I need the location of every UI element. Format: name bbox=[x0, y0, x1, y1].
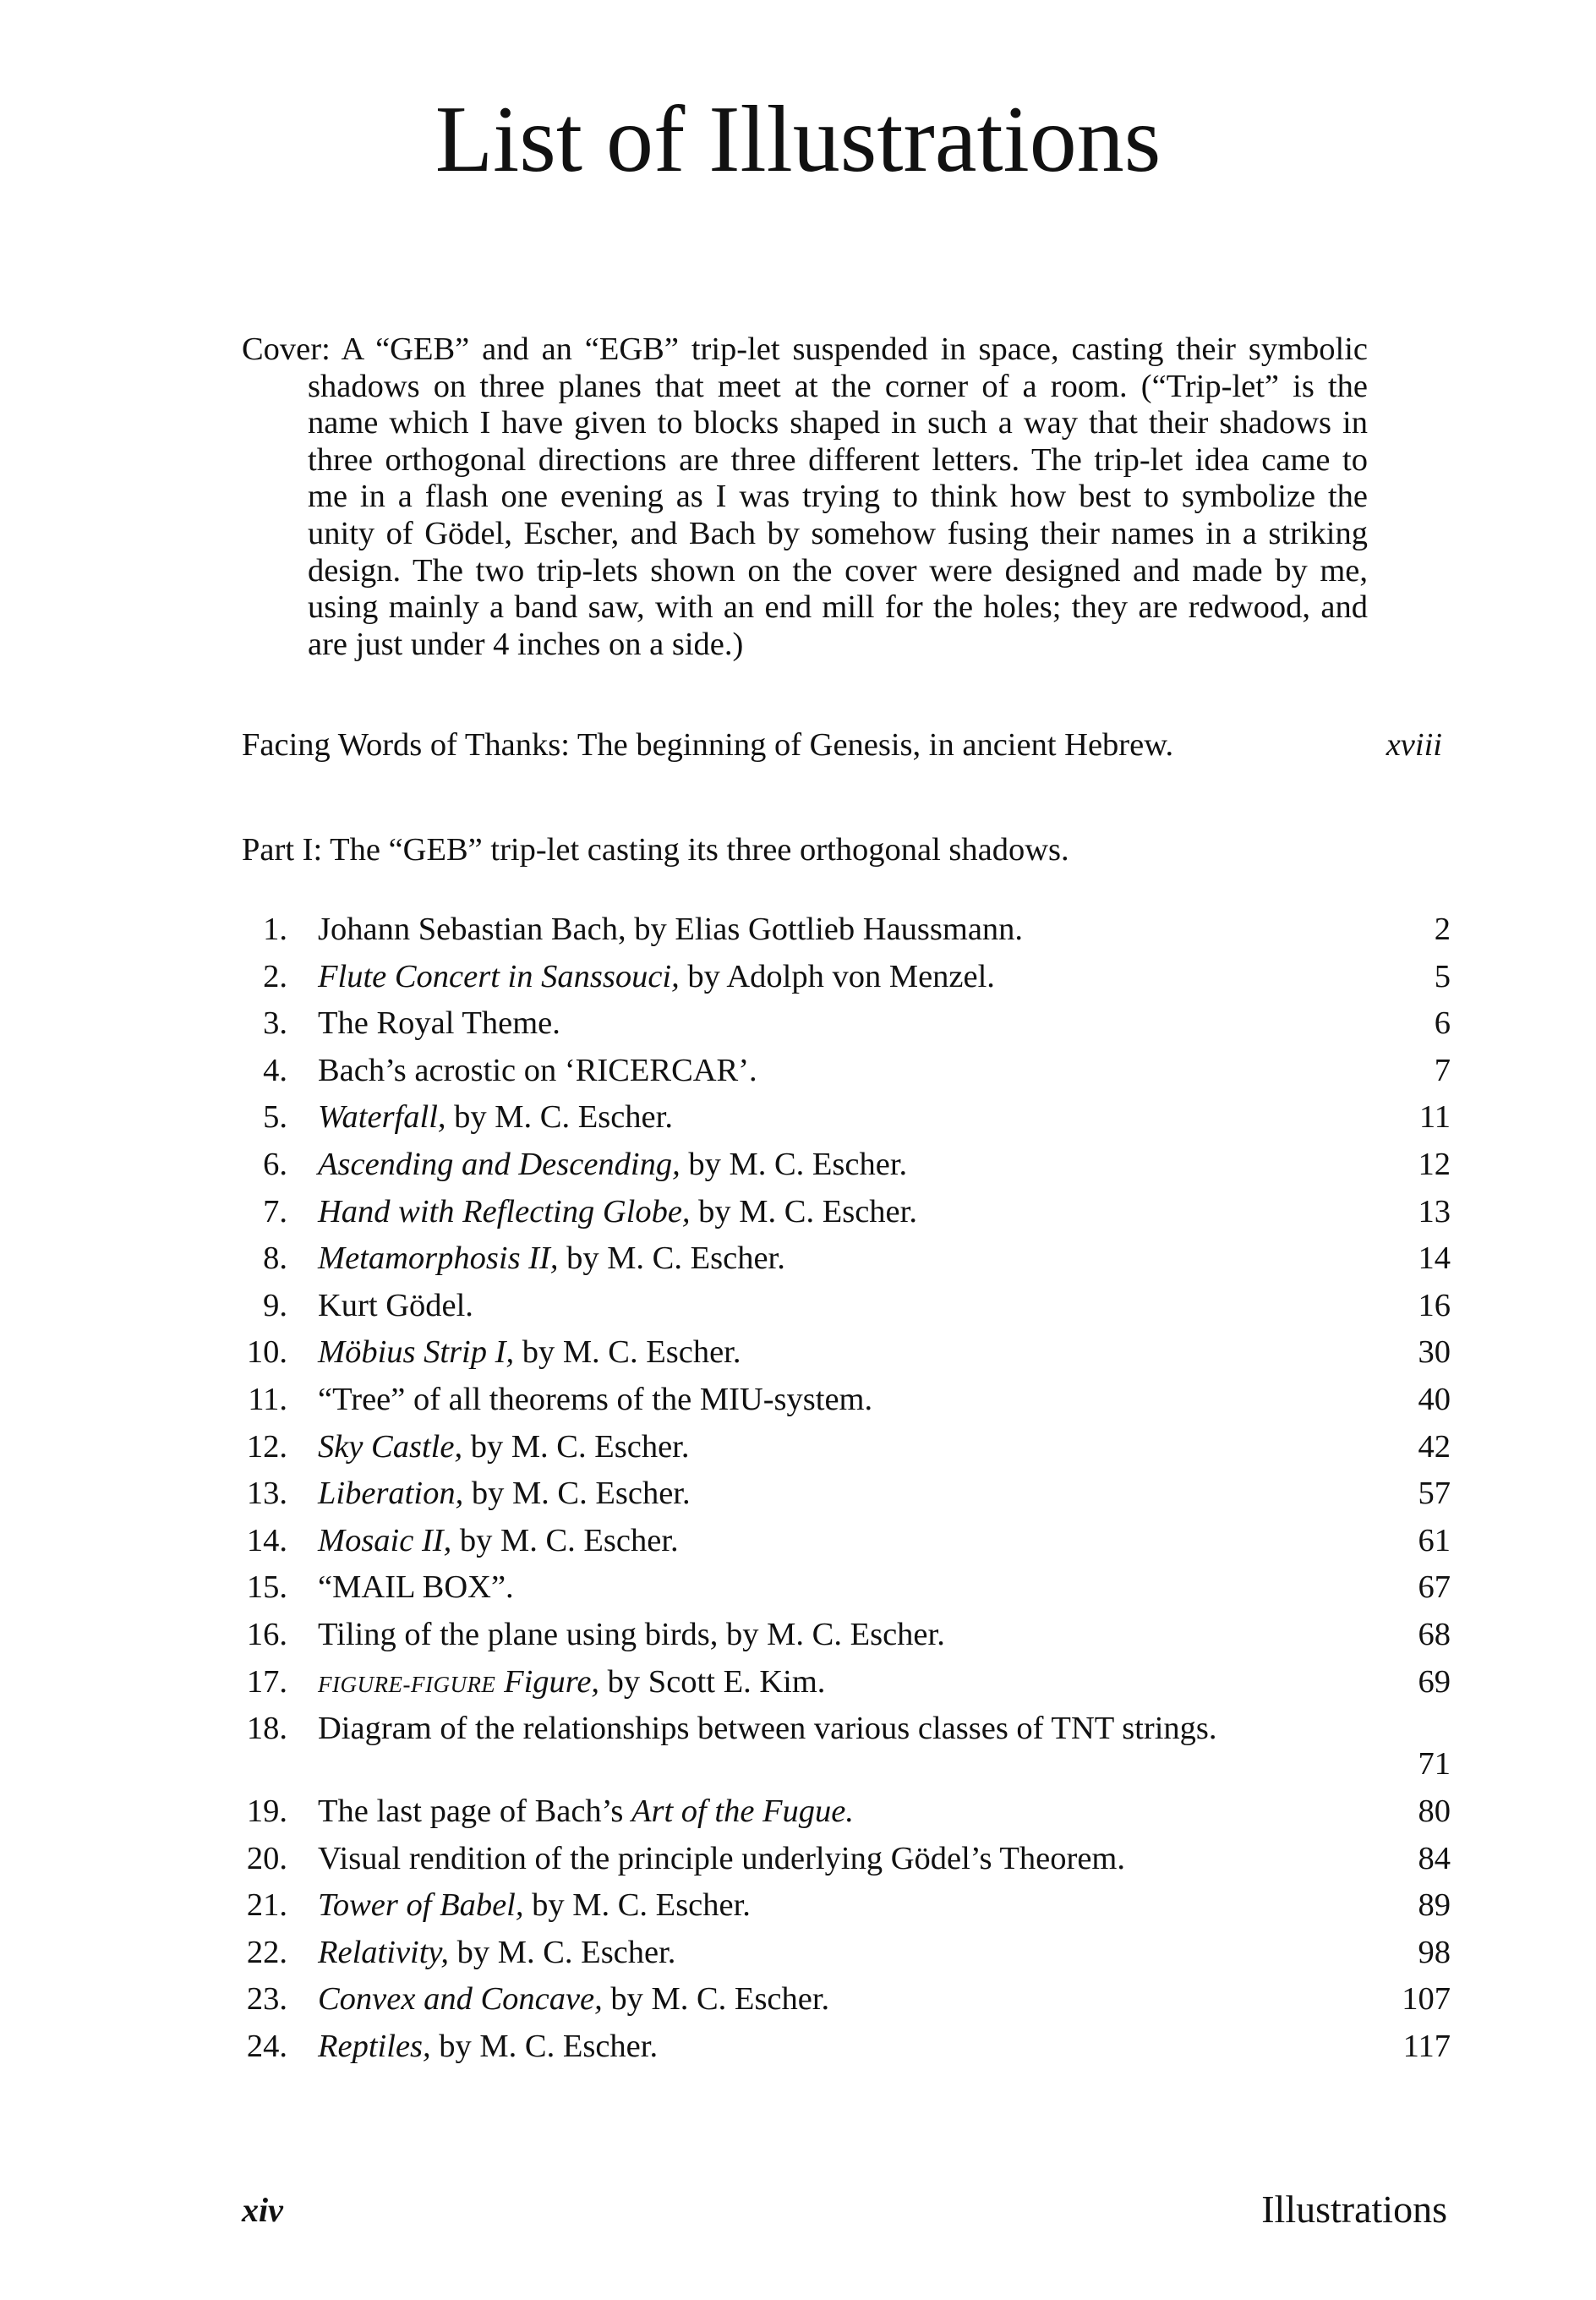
caption-text: by M. C. Escher. bbox=[514, 1334, 741, 1371]
work-title: Waterfall, bbox=[318, 1099, 446, 1136]
work-title: Art of the Fugue. bbox=[631, 1793, 855, 1830]
work-title: Hand with Reflecting Globe, bbox=[318, 1193, 691, 1229]
item-page-number: 107 bbox=[1402, 1981, 1451, 2018]
item-number: 2. bbox=[263, 958, 287, 994]
page-title: List of Illustrations bbox=[435, 87, 1161, 192]
item-page-number: 40 bbox=[1418, 1381, 1451, 1417]
item-caption bbox=[318, 1711, 1332, 1747]
caption-text: by M. C. Escher. bbox=[449, 1934, 676, 1970]
facing-text: Facing Words of Thanks: The beginning of Genesis, in ancient Hebrew. bbox=[242, 727, 1174, 763]
caption-text: by M. C. Escher. bbox=[462, 1428, 690, 1465]
work-title: Sky Castle, bbox=[318, 1428, 463, 1465]
item-number: 10. bbox=[246, 1334, 287, 1371]
list-item bbox=[242, 1424, 1451, 1471]
list-item bbox=[242, 1976, 1451, 2023]
list-item bbox=[242, 1094, 1451, 1142]
caption-text: by Scott E. Kim. bbox=[599, 1663, 826, 1700]
work-title: Ascending and Descending, bbox=[318, 1146, 680, 1182]
work-title: Möbius Strip I, bbox=[318, 1334, 515, 1371]
caption-text: by Adolph von Menzel. bbox=[679, 958, 995, 994]
item-caption bbox=[318, 1142, 1332, 1189]
item-page-number: 13 bbox=[1418, 1193, 1451, 1229]
facing-entry bbox=[242, 726, 1442, 764]
item-caption bbox=[318, 1470, 1332, 1518]
item-page-number: 57 bbox=[1418, 1476, 1451, 1512]
item-caption bbox=[318, 1189, 1332, 1236]
part-heading: Part I: The “GEB” trip-let casting its three orthogonal shadows. bbox=[242, 832, 1069, 868]
item-caption bbox=[318, 1329, 1332, 1377]
item-page-number: 30 bbox=[1418, 1334, 1451, 1371]
item-page-number: 5 bbox=[1434, 958, 1451, 994]
caption-text: Johann Sebastian Bach, by Elias Gottlieb Haussmann. bbox=[318, 912, 1024, 947]
item-caption bbox=[318, 954, 1332, 1001]
list-item bbox=[242, 1189, 1451, 1236]
caption-text: Tiling of the plane using birds, by M. C. Escher. bbox=[318, 1616, 945, 1652]
item-number: 9. bbox=[263, 1287, 287, 1323]
work-title: Relativity, bbox=[318, 1934, 450, 1970]
caption-text: Kurt Gödel. bbox=[318, 1287, 473, 1323]
list-item bbox=[242, 1659, 1451, 1706]
item-number: 5. bbox=[263, 1099, 287, 1136]
item-caption bbox=[318, 2023, 1332, 2071]
item-number: 4. bbox=[263, 1052, 287, 1088]
caption-text: by M. C. Escher. bbox=[690, 1193, 917, 1229]
item-caption bbox=[318, 1000, 1332, 1048]
item-caption bbox=[318, 1788, 1332, 1836]
item-number: 3. bbox=[263, 1005, 287, 1042]
list-item bbox=[242, 1612, 1451, 1659]
item-number: 7. bbox=[263, 1193, 287, 1229]
work-title: Convex and Concave, bbox=[318, 1981, 603, 2018]
item-page-number: 61 bbox=[1418, 1522, 1451, 1558]
work-title: Mosaic II, bbox=[318, 1522, 452, 1558]
list-item bbox=[242, 1377, 1451, 1424]
list-item bbox=[242, 1882, 1451, 1930]
item-page-number: 16 bbox=[1418, 1287, 1451, 1323]
item-number: 13. bbox=[246, 1476, 287, 1512]
list-item bbox=[242, 906, 1451, 954]
list-item bbox=[242, 1706, 1451, 1788]
caption-text: “MAIL BOX”. bbox=[318, 1569, 514, 1606]
caption-text: by M. C. Escher. bbox=[430, 2029, 659, 2065]
item-number: 17. bbox=[246, 1663, 287, 1700]
list-item bbox=[242, 1000, 1451, 1048]
item-number: 24. bbox=[246, 2029, 287, 2065]
list-item bbox=[242, 1142, 1451, 1189]
facing-page-number: xviii bbox=[1386, 727, 1442, 763]
list-item bbox=[242, 2023, 1451, 2071]
caption-text: by M. C. Escher. bbox=[558, 1240, 785, 1277]
item-page-number: 117 bbox=[1402, 2029, 1451, 2065]
caption-text: by M. C. Escher. bbox=[602, 1981, 830, 2018]
item-caption bbox=[318, 1659, 1332, 1709]
item-page-number: 6 bbox=[1434, 1005, 1451, 1042]
illustration-list bbox=[242, 906, 1451, 2071]
item-page-number: 42 bbox=[1418, 1428, 1451, 1465]
item-number: 12. bbox=[246, 1428, 287, 1465]
item-page-number: 68 bbox=[1418, 1616, 1451, 1652]
item-number: 19. bbox=[246, 1793, 287, 1830]
item-number: 21. bbox=[246, 1887, 287, 1924]
item-page-number: 11 bbox=[1418, 1099, 1451, 1136]
caption-text: by M. C. Escher. bbox=[445, 1099, 673, 1136]
caption-text: by M. C. Escher. bbox=[463, 1476, 691, 1512]
item-number: 8. bbox=[263, 1240, 287, 1277]
item-page-number: 14 bbox=[1418, 1240, 1451, 1277]
caption-text: Bach’s acrostic on ‘RICERCAR’. bbox=[318, 1052, 757, 1088]
work-title: Reptiles, bbox=[318, 2029, 431, 2065]
caption-smallcaps: FIGURE-FIGURE bbox=[318, 1671, 496, 1697]
item-caption bbox=[318, 1094, 1332, 1142]
work-title: Metamorphosis II, bbox=[318, 1240, 559, 1277]
item-page-number: 89 bbox=[1418, 1887, 1451, 1924]
list-item bbox=[242, 954, 1451, 1001]
item-page-number: 69 bbox=[1418, 1663, 1451, 1700]
item-page-number: 12 bbox=[1418, 1146, 1451, 1182]
item-number: 11. bbox=[248, 1381, 287, 1417]
item-caption bbox=[318, 1518, 1332, 1565]
caption-text: The Royal Theme. bbox=[318, 1005, 560, 1042]
list-item bbox=[242, 1048, 1451, 1095]
caption-text: by M. C. Escher. bbox=[523, 1887, 751, 1924]
item-number: 23. bbox=[246, 1981, 287, 2018]
work-title: Flute Concert in Sanssouci, bbox=[318, 958, 680, 994]
item-number: 16. bbox=[246, 1616, 287, 1652]
item-caption bbox=[318, 1612, 1332, 1659]
page-folio: xiv bbox=[242, 2191, 283, 2229]
cover-description: Cover: A “GEB” and an “EGB” trip-let suspended in space, casting their symbolic shadows on three planes that meet at the corner of a room. (“Trip-let” is the name which I have given to blocks shaped in such a way that their shadows in three orthogonal directions are three different letters. The trip-let idea came to me in a flash one evening as I was trying to think how best to symbolize the unity of Gödel, Escher, and Bach by somehow fusing their names in a striking design. The two trip-lets shown on the cover were designed and made by me, using mainly a band saw, with an end mill for the holes; they are redwood, and are just under 4 inches on a side.) bbox=[242, 331, 1368, 662]
item-caption bbox=[318, 1377, 1332, 1424]
item-caption bbox=[318, 1235, 1332, 1283]
item-page-number: 98 bbox=[1418, 1934, 1451, 1970]
work-title: Liberation, bbox=[318, 1476, 464, 1512]
caption-text: by M. C. Escher. bbox=[680, 1146, 908, 1182]
item-number: 1. bbox=[263, 912, 287, 947]
item-caption bbox=[318, 1048, 1332, 1095]
item-number: 14. bbox=[246, 1522, 287, 1558]
list-item bbox=[242, 1564, 1451, 1612]
list-item bbox=[242, 1836, 1451, 1883]
item-page-number: 2 bbox=[1434, 912, 1451, 947]
list-item bbox=[242, 1518, 1451, 1565]
item-page-number: 67 bbox=[1418, 1569, 1451, 1606]
item-page-number: 71 bbox=[1418, 1746, 1451, 1782]
item-caption bbox=[318, 1564, 1332, 1612]
list-item bbox=[242, 1470, 1451, 1518]
list-item bbox=[242, 1329, 1451, 1377]
caption-text: Diagram of the relationships between various classes of TNT strings. bbox=[318, 1711, 1217, 1747]
caption-prefix: The last page of Bach’s bbox=[318, 1793, 631, 1830]
item-caption bbox=[318, 1283, 1332, 1330]
item-number: 15. bbox=[246, 1569, 287, 1606]
caption-text: by M. C. Escher. bbox=[451, 1522, 679, 1558]
caption-text: “Tree” of all theorems of the MIU-system. bbox=[318, 1381, 873, 1417]
work-title: Tower of Babel, bbox=[318, 1887, 524, 1924]
item-page-number: 84 bbox=[1418, 1840, 1451, 1876]
item-caption bbox=[318, 1976, 1332, 2023]
list-item bbox=[242, 1788, 1451, 1836]
item-caption bbox=[318, 1882, 1332, 1930]
item-number: 18. bbox=[246, 1711, 287, 1747]
running-head: Illustrations bbox=[1261, 2188, 1447, 2231]
list-item bbox=[242, 1283, 1451, 1330]
caption-text: Visual rendition of the principle underlying Gödel’s Theorem. bbox=[318, 1840, 1125, 1876]
item-number: 22. bbox=[246, 1934, 287, 1970]
work-title: Figure, bbox=[495, 1663, 600, 1700]
list-item bbox=[242, 1235, 1451, 1283]
item-caption bbox=[318, 1930, 1332, 1977]
item-number: 20. bbox=[246, 1840, 287, 1876]
item-caption bbox=[318, 1424, 1332, 1471]
item-page-number: 80 bbox=[1418, 1793, 1451, 1830]
item-caption bbox=[318, 906, 1332, 954]
item-page-number: 7 bbox=[1434, 1052, 1451, 1088]
item-number: 6. bbox=[263, 1146, 287, 1182]
list-item bbox=[242, 1930, 1451, 1977]
item-caption bbox=[318, 1836, 1332, 1883]
